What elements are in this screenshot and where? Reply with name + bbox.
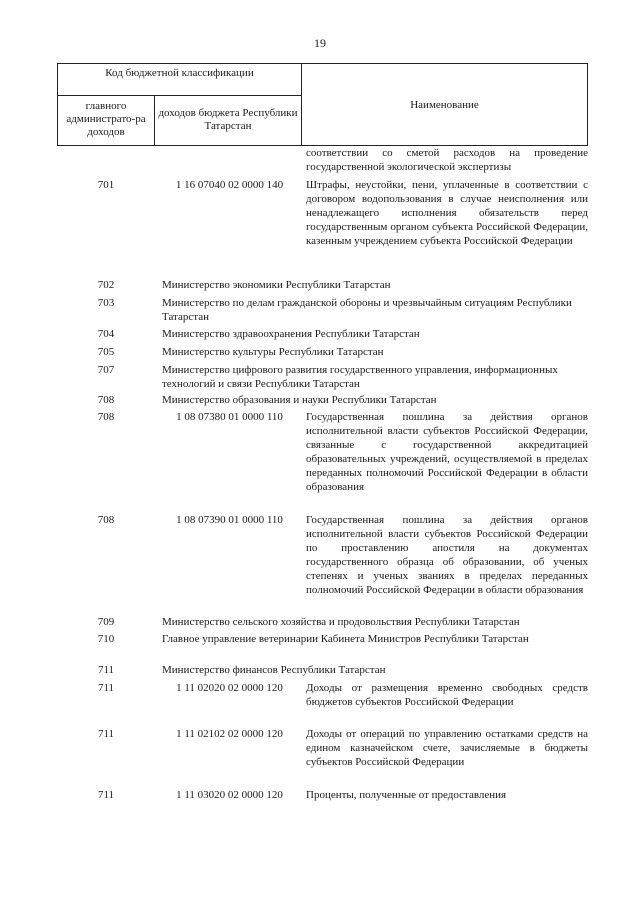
- row-admin-code: 702: [97, 279, 115, 291]
- header-income-column: доходов бюджета Республики Татарстан: [154, 95, 302, 146]
- row-department: Министерство сельского хозяйства и продовольствия Республики Татарстан: [162, 616, 520, 628]
- row-admin-code: 711: [97, 682, 115, 694]
- row-income-code: 1 08 07380 01 0000 110: [176, 411, 283, 423]
- row-name: Государственная пошлина за действия органов исполнительной власти субъектов Российской Федерации, связанные с государственной аккредитацией образовательных учреждений, осуществляемой в пределах переданных полномочий Российской Федерации в области образования: [306, 411, 588, 493]
- row-admin-code: 708: [97, 411, 115, 423]
- header-name-column: Наименование: [301, 63, 588, 146]
- row-admin-code: 707: [97, 364, 115, 376]
- row-income-code: 1 11 02020 02 0000 120: [176, 682, 283, 694]
- row-admin-code: 710: [97, 633, 115, 645]
- row-admin-code: 708: [97, 394, 115, 406]
- row-admin-code: 711: [97, 789, 115, 801]
- row-income-code: 1 11 02102 02 0000 120: [176, 728, 283, 740]
- row-department: Министерство культуры Республики Татарстан: [162, 346, 384, 358]
- row-department: Главное управление ветеринарии Кабинета Министров Республики Татарстан: [162, 633, 529, 645]
- row-admin-code: 701: [97, 179, 115, 191]
- row-income-code: 1 16 07040 02 0000 140: [175, 179, 284, 191]
- row-department: Министерство экономики Республики Татарстан: [162, 279, 391, 291]
- row-admin-code: 711: [97, 728, 115, 740]
- row-income-code: 1 11 03020 02 0000 120: [176, 789, 283, 801]
- row-name: соответствии со сметой расходов на проведение государственной экологической экспертизы: [306, 147, 588, 173]
- header-admin-column: главного администрато-ра доходов: [57, 95, 155, 146]
- page-number: 19: [314, 36, 326, 50]
- row-admin-code: 703: [97, 297, 115, 309]
- row-admin-code: 705: [97, 346, 115, 358]
- row-name: Доходы от операций по управлению остатками средств на едином казначейском счете, зачисляемые в бюджеты субъектов Российской Федерации: [306, 728, 588, 768]
- row-department: Министерство здравоохранения Республики Татарстан: [162, 328, 420, 340]
- row-name: Доходы от размещения временно свободных средств бюджетов субъектов Российской Федерации: [306, 682, 588, 708]
- row-admin-code: 708: [97, 514, 115, 526]
- row-name: Штрафы, неустойки, пени, уплаченные в соответствии с договором водопользования в случае неисполнения или ненадлежащего исполнения обязательств перед государственным органом субъекта Российской Федерации, казенным учреждением субъекта Российской Федерации: [306, 179, 588, 247]
- row-department: Министерство цифрового развития государственного управления, информационных технологий и связи Республики Татарстан: [162, 364, 558, 390]
- row-admin-code: 709: [97, 616, 115, 628]
- row-admin-code: 704: [97, 328, 115, 340]
- header-code-title: Код бюджетной классификации: [57, 63, 302, 96]
- row-income-code: 1 08 07390 01 0000 110: [176, 514, 283, 526]
- row-name: Государственная пошлина за действия органов исполнительной власти субъектов Российской Федерации по проставлению апостиля на документах государственного образца об образовании, об ученых степенях и ученых званиях в пределах переданных полномочий Российской Федерации в области образования: [306, 514, 588, 596]
- row-name: Проценты, полученные от предоставления: [306, 789, 507, 801]
- row-department: Министерство по делам гражданской обороны и чрезвычайным ситуациям Республики Татарстан: [162, 297, 572, 323]
- row-admin-code: 711: [97, 664, 115, 676]
- row-department: Министерство образования и науки Республики Татарстан: [162, 394, 437, 406]
- row-department: Министерство финансов Республики Татарстан: [162, 664, 386, 676]
